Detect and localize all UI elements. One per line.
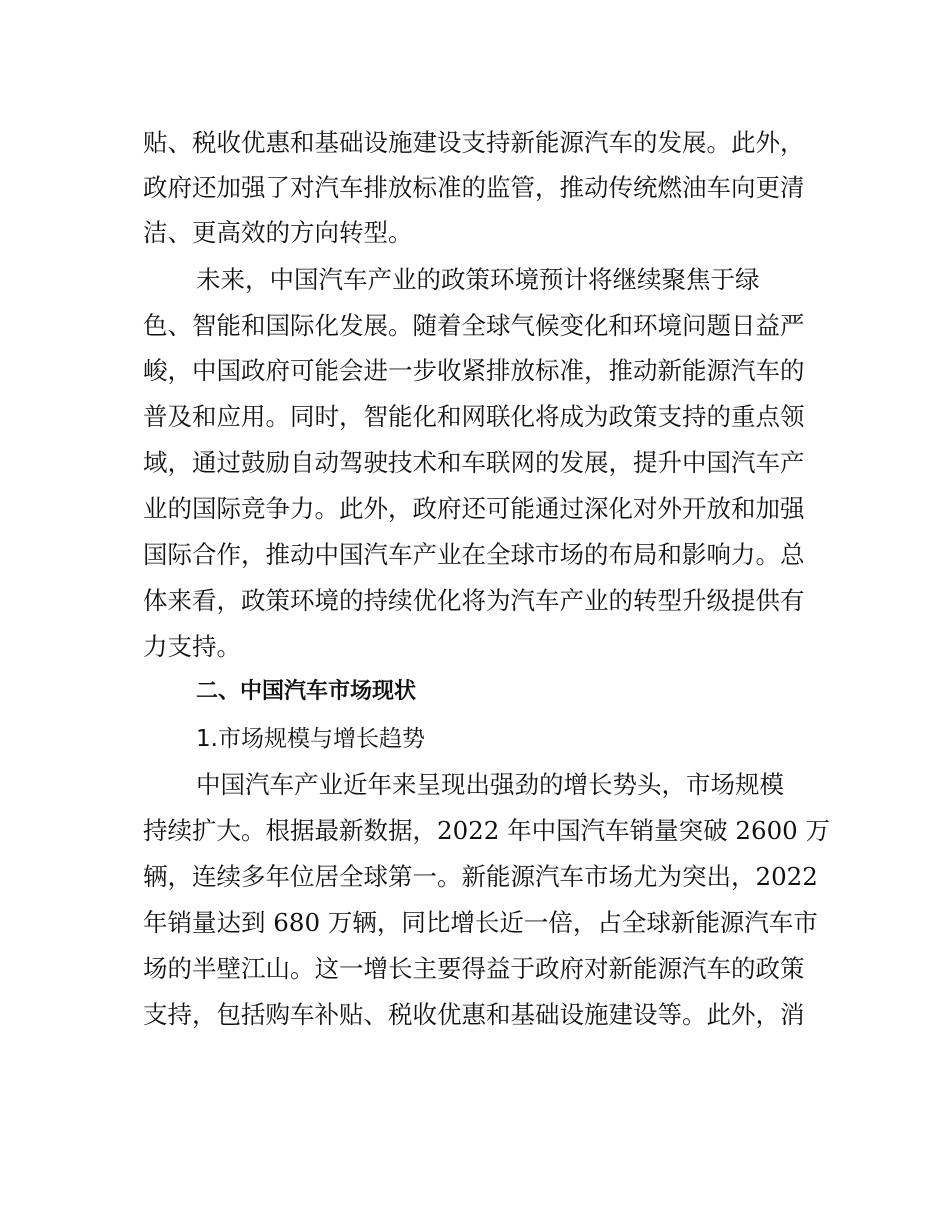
paragraph-line: 峻，中国政府可能会进一步收紧排放标准，推动新能源汽车的 <box>143 356 805 385</box>
paragraph-line: 洁、更高效的方向转型。 <box>143 218 413 247</box>
paragraph-line: 中国汽车产业近年来呈现出强劲的增长势头，市场规模 <box>196 770 784 799</box>
paragraph-line: 业的国际竞争力。此外，政府还可能通过深化对外开放和加强 <box>143 494 805 523</box>
paragraph-line: 持续扩大。根据最新数据，2022 年中国汽车销量突破 2600 万 <box>143 816 831 845</box>
paragraph-line: 年销量达到 680 万辆，同比增长近一倍，占全球新能源汽车市 <box>143 908 818 937</box>
paragraph-line: 域，通过鼓励自动驾驶技术和车联网的发展，提升中国汽车产 <box>143 448 805 477</box>
paragraph-line: 普及和应用。同时，智能化和网联化将成为政策支持的重点领 <box>143 402 805 431</box>
paragraph-line: 力支持。 <box>143 632 241 661</box>
paragraph-line: 色、智能和国际化发展。随着全球气候变化和环境问题日益严 <box>143 311 805 340</box>
paragraph-line: 支持，包括购车补贴、税收优惠和基础设施建设等。此外，消 <box>143 1000 805 1029</box>
subsection-heading: 1.市场规模与增长趋势 <box>196 726 425 752</box>
paragraph-line: 未来，中国汽车产业的政策环境预计将继续聚焦于绿 <box>196 265 760 294</box>
paragraph-line: 场的半壁江山。这一增长主要得益于政府对新能源汽车的政策 <box>143 954 805 983</box>
paragraph-line: 辆，连续多年位居全球第一。新能源汽车市场尤为突出，2022 <box>143 862 818 891</box>
paragraph-line: 体来看，政策环境的持续优化将为汽车产业的转型升级提供有 <box>143 586 805 615</box>
paragraph-line: 国际合作，推动中国汽车产业在全球市场的布局和影响力。总 <box>143 540 805 569</box>
paragraph-line: 贴、税收优惠和基础设施建设支持新能源汽车的发展。此外， <box>143 128 805 157</box>
paragraph-line: 政府还加强了对汽车排放标准的监管，推动传统燃油车向更清 <box>143 173 805 202</box>
section-heading: 二、中国汽车市场现状 <box>196 679 417 704</box>
